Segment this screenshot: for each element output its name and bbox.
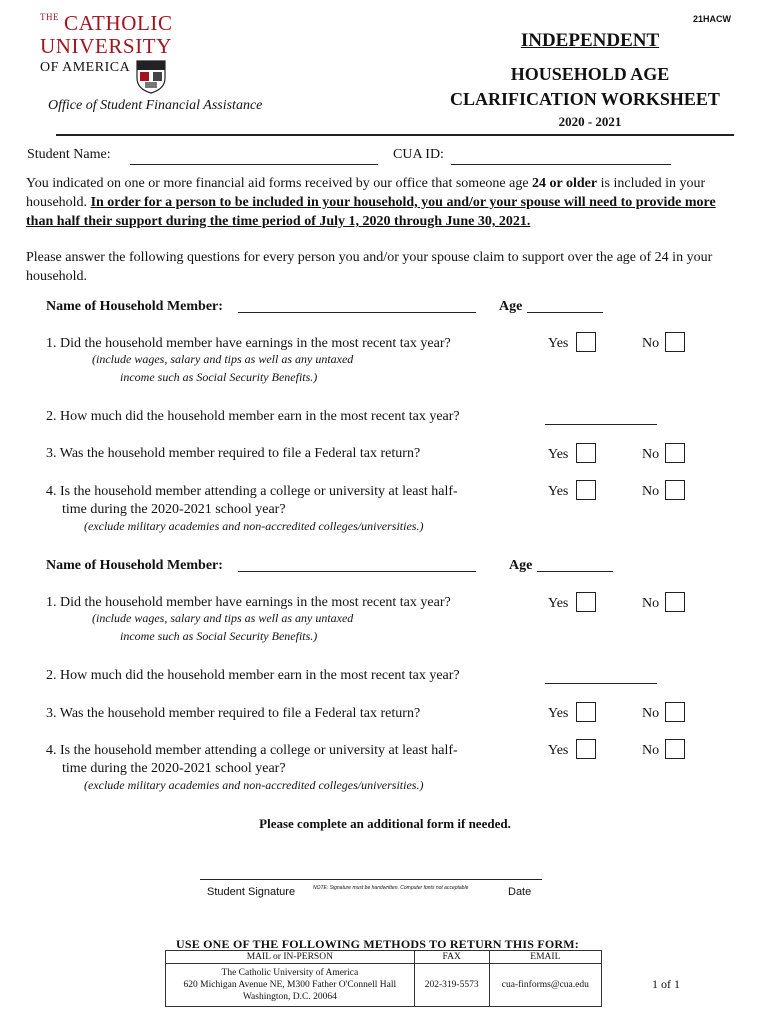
logo-the: THE <box>40 12 59 22</box>
member2-q4-yes-label: Yes <box>548 743 569 758</box>
col-mail: MAIL or IN-PERSON <box>166 951 415 964</box>
cua-id-label: CUA ID: <box>393 147 444 162</box>
email-address[interactable]: cua-finforms@cua.edu <box>489 964 601 1007</box>
member2-q1-note-a: (include wages, salary and tips as well as any untaxed <box>92 611 354 625</box>
fax-number: 202-319-5573 <box>414 964 489 1007</box>
member2-q3-no-checkbox[interactable] <box>665 702 685 722</box>
member1-q1-note-a: (include wages, salary and tips as well as any untaxed <box>92 352 354 366</box>
member2-q1-yes-checkbox[interactable] <box>576 592 596 612</box>
header-divider <box>56 134 734 136</box>
intro-age-emphasis: 24 or older <box>532 176 598 191</box>
member2-q4: 4. Is the household member attending a college or university at least half- <box>46 743 458 758</box>
address-line-2: 620 Michigan Avenue NE, M300 Father O'Connell Hall <box>183 980 397 990</box>
intro-support-requirement: In order for a person to be included in your household, you and/or your spouse will need to provide more than half their support during the time period of July 1, 2020 through June 30, 2021. <box>26 195 716 229</box>
member1-q3-no-label: No <box>642 447 660 462</box>
member2-age-field[interactable] <box>537 557 613 572</box>
member2-name-field[interactable] <box>238 557 476 572</box>
member1-q4-yes-label: Yes <box>548 484 569 499</box>
member1-q3-yes-checkbox[interactable] <box>576 443 596 463</box>
member2-q3-no-label: No <box>642 706 660 721</box>
member1-q4-note: (exclude military academies and non-accredited colleges/universities.) <box>84 519 424 533</box>
title-household-age: HOUSEHOLD AGE <box>510 64 670 84</box>
member1-q1-yes-checkbox[interactable] <box>576 332 596 352</box>
return-heading: USE ONE OF THE FOLLOWING METHODS TO RETURN THIS FORM: <box>176 937 580 951</box>
member1-name-field[interactable] <box>238 298 476 313</box>
member2-q3-yes-checkbox[interactable] <box>576 702 596 722</box>
member1-q3-no-checkbox[interactable] <box>665 443 685 463</box>
return-header-row <box>166 951 602 964</box>
award-year: 2020 - 2021 <box>558 114 622 129</box>
cua-id-field[interactable] <box>451 150 671 165</box>
member1-q1: 1. Did the household member have earnings in the most recent tax year? <box>46 336 451 351</box>
member2-q1-no-label: No <box>642 596 660 611</box>
member1-q1-yes-label: Yes <box>548 336 569 351</box>
member1-name-label: Name of Household Member: <box>46 299 223 314</box>
student-name-label: Student Name: <box>27 147 111 162</box>
member2-q3-yes-label: Yes <box>548 706 569 721</box>
intro-paragraph <box>26 174 726 231</box>
member1-q4-no-checkbox[interactable] <box>665 480 685 500</box>
member1-q1-note-b: income such as Social Security Benefits.) <box>120 370 318 384</box>
member2-q1-yes-label: Yes <box>548 596 569 611</box>
member1-age-field[interactable] <box>527 298 603 313</box>
member1-q1-no-label: No <box>642 336 660 351</box>
instructions-paragraph: Please answer the following questions for every person you and/or your spouse claim to support over the age of 24 in your household. <box>26 250 713 284</box>
member1-q4-yes-checkbox[interactable] <box>576 480 596 500</box>
member2-q4-cont: time during the 2020-2021 school year? <box>62 761 286 776</box>
member2-q4-note: (exclude military academies and non-accredited colleges/universities.) <box>84 778 424 792</box>
member2-q4-yes-checkbox[interactable] <box>576 739 596 759</box>
member2-q2: 2. How much did the household member earn in the most recent tax year? <box>46 668 460 683</box>
student-name-field[interactable] <box>130 150 378 165</box>
signature-line[interactable] <box>200 879 542 880</box>
additional-form-note: Please complete an additional form if needed. <box>259 816 511 831</box>
office-name: Office of Student Financial Assistance <box>48 98 263 113</box>
signature-label: Student Signature <box>207 886 296 898</box>
member2-name-label: Name of Household Member: <box>46 558 223 573</box>
address-line-3: Washington, D.C. 20064 <box>242 992 337 1002</box>
member1-q3-yes-label: Yes <box>548 447 569 462</box>
member1-q2: 2. How much did the household member earn in the most recent tax year? <box>46 409 460 424</box>
shield-icon <box>136 60 166 94</box>
intro-text: You indicated on one or more financial aid forms received by our office that someone age <box>26 176 533 191</box>
member2-q2-amount-field[interactable] <box>545 669 657 684</box>
col-email: EMAIL <box>489 951 601 964</box>
member1-age-label: Age <box>499 299 523 314</box>
member2-q4-no-checkbox[interactable] <box>665 739 685 759</box>
logo-university: UNIVERSITY <box>40 34 172 58</box>
signature-note: NOTE: Signature must be handwritten. Computer fonts not acceptable <box>313 885 469 891</box>
logo-of-america: OF AMERICA <box>40 60 131 75</box>
col-fax: FAX <box>414 951 489 964</box>
page-number: 1 of 1 <box>652 977 680 991</box>
member1-q1-no-checkbox[interactable] <box>665 332 685 352</box>
member1-q2-amount-field[interactable] <box>545 410 657 425</box>
mail-address <box>166 964 415 1007</box>
intro-text-2: is included in your household. <box>26 176 706 210</box>
title-independent: INDEPENDENT <box>520 30 660 51</box>
university-logo <box>40 12 280 102</box>
form-code: 21HACW <box>693 14 732 24</box>
member2-age-label: Age <box>509 558 533 573</box>
return-values-row <box>166 964 602 1007</box>
member2-q1-no-checkbox[interactable] <box>665 592 685 612</box>
address-line-1: The Catholic University of America <box>221 968 359 978</box>
title-worksheet: CLARIFICATION WORKSHEET <box>450 89 720 109</box>
member2-q3: 3. Was the household member required to file a Federal tax return? <box>46 706 421 721</box>
member2-q4-no-label: No <box>642 743 660 758</box>
member1-q3: 3. Was the household member required to file a Federal tax return? <box>46 446 421 461</box>
member1-q4: 4. Is the household member attending a college or university at least half- <box>46 484 458 499</box>
member1-q4-no-label: No <box>642 484 660 499</box>
date-label: Date <box>508 886 532 898</box>
member2-q1: 1. Did the household member have earnings in the most recent tax year? <box>46 595 451 610</box>
return-methods-table <box>165 950 602 1007</box>
member1-q4-cont: time during the 2020-2021 school year? <box>62 502 286 517</box>
member2-q1-note-b: income such as Social Security Benefits.) <box>120 629 318 643</box>
logo-catholic: CATHOLIC <box>64 11 173 35</box>
